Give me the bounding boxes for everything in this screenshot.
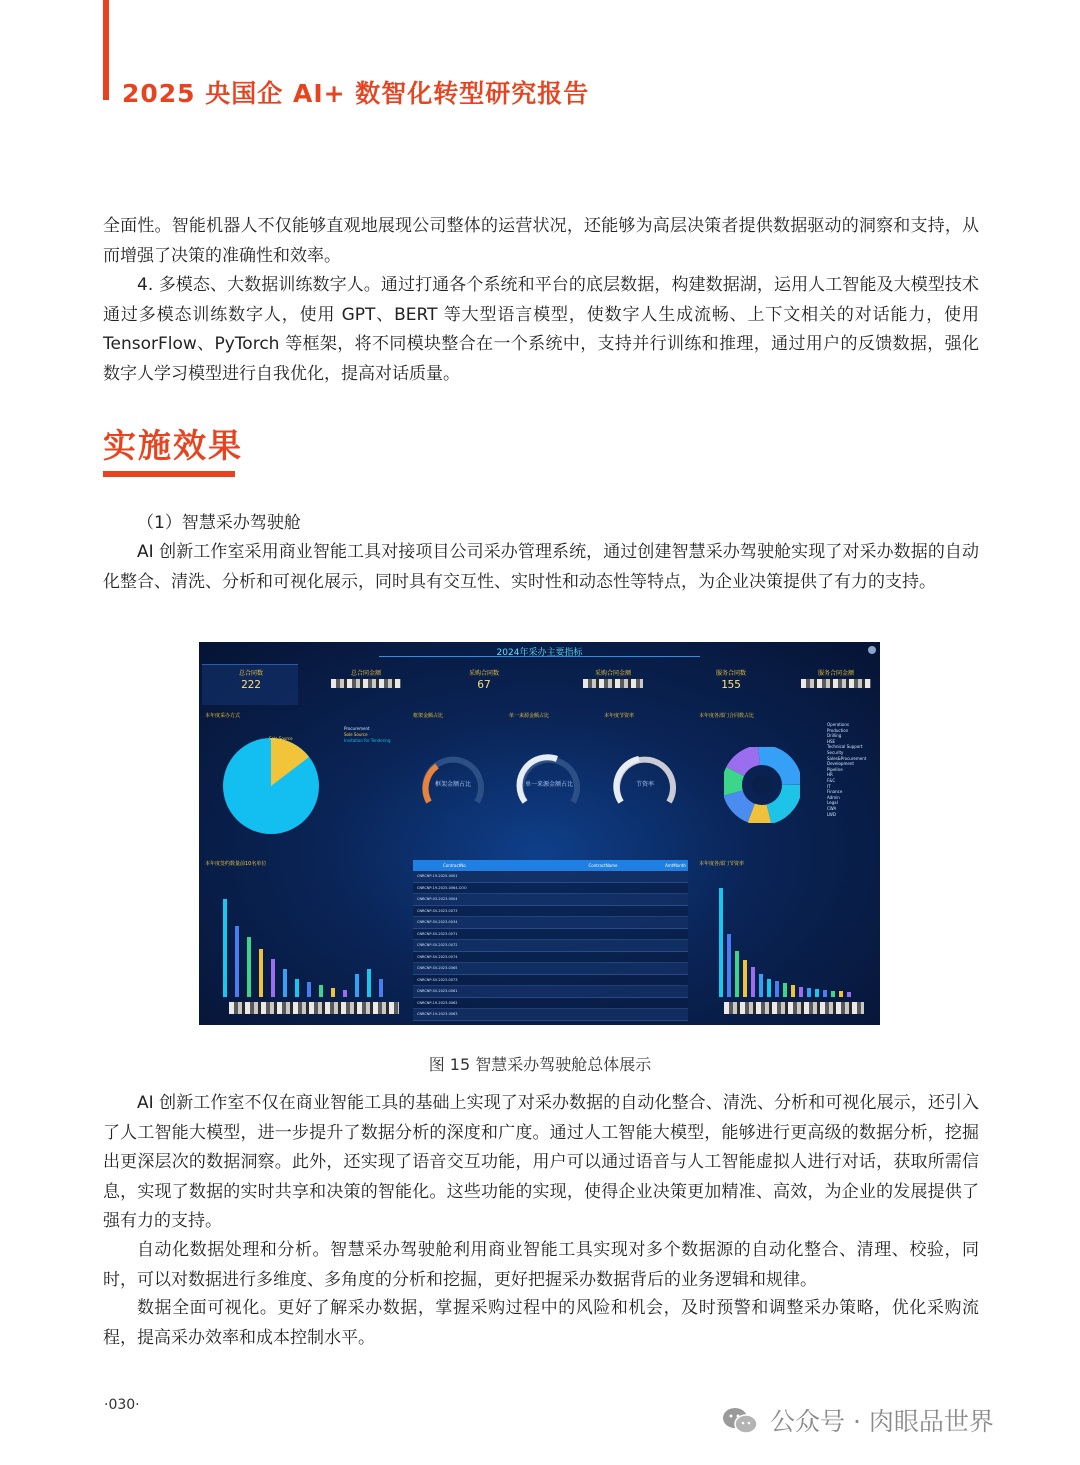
gauge-single-source xyxy=(513,750,585,810)
bar xyxy=(799,987,803,997)
bar xyxy=(259,949,263,997)
bar xyxy=(791,985,795,997)
bar xyxy=(831,991,835,997)
table-row[interactable]: CNRCNP-SV-2023-0061 xyxy=(413,986,688,998)
paragraph-body-2: 自动化数据处理和分析。智慧采办驾驶舱利用商业智能工具实现对多个数据源的自动化整合、清理、校验，同时，可以对数据进行多维度、多角度的分析和挖掘，更好把握采办数据背后的业务逻辑和规律。 xyxy=(103,1240,979,1290)
section-underline xyxy=(103,471,235,477)
contract-table xyxy=(413,860,688,1024)
bar xyxy=(379,979,383,997)
bar xyxy=(271,959,275,997)
bar xyxy=(775,981,779,997)
table-row[interactable]: CNRCNP-SV-2023-0074 xyxy=(413,952,688,964)
panel-label-single-source-ratio: 单一来源金额占比 xyxy=(509,713,550,719)
subsection-paragraph: AI 创新工作室采用商业智能工具对接项目公司采办管理系统，通过创建智慧采办驾驶舱实现了对采办数据的自动化整合、清洗、分析和可视化展示，同时具有交互性、实时性和动态性等特点，为企业决策提供了有力的支持。 xyxy=(103,542,979,592)
gauge-framework-label: 框架金额占比 xyxy=(434,781,472,788)
bar xyxy=(807,988,811,997)
panel-label-procurement-method: 本年度采办方式 xyxy=(205,713,241,719)
panel-label-top10-units: 本年度签约数量前10名单位 xyxy=(205,861,267,867)
bar xyxy=(367,969,371,997)
dept-saving-rate-bar-chart xyxy=(719,882,869,997)
pie-label-sole-source: Sole Source xyxy=(269,736,293,741)
kpi-purchase-contracts: 采购合同数 67 xyxy=(468,670,499,691)
panel-label-dept-saving-rate: 本年度各部门节资率 xyxy=(699,861,745,867)
redacted-axis-labels xyxy=(229,1002,399,1014)
table-row[interactable]: CNRCNP-19-2023-0062 xyxy=(413,998,688,1010)
table-row[interactable]: CNRCNP-SV-2023-0065 xyxy=(413,963,688,975)
dashboard-screenshot xyxy=(199,642,880,1025)
paragraph-intro-2: 4. 多模态、大数据训练数字人。通过打通各个系统和平台的底层数据，构建数据湖，运用人工智能及大模型技术通过多模态训练数字人，使用 GPT、BERT 等大型语言模型，使数字人生成流畅、上下文相关的对话能力，使用 TensorFlow、PyTorch 等框架，将不同模块整合在一个系统中，支持并行训练和推理，通过用户的反馈数据，强化数字人学习模型进行自我优化，提高对话质量。 xyxy=(103,275,979,384)
pie-legend-sole-source: Sole Source xyxy=(344,732,368,737)
table-row[interactable]: CNRCNP-03-2023-0004 xyxy=(413,894,688,906)
dept-legend: Operations Production Drilling HSE Technical Support Security Sales&Procurement Development Pipeline HR F&C IT Finance Admin Legal CWA LWD xyxy=(827,722,867,817)
pie-legend-invitation: Invitation for Tendering xyxy=(344,738,391,743)
paragraph-body-1: AI 创新工作室不仅在商业智能工具的基础上实现了对采办数据的自动化整合、清洗、分析和可视化展示，还引入了人工智能大模型，进一步提升了数据分析的深度和广度。通过人工智能大模型，能够进行更高级的数据分析，挖掘出更深层次的数据洞察。此外，还实现了语音交互功能，用户可以通过语音与人工智能虚拟人进行对话，获取所需信息，实现了数据的实时共享和决策的智能化。这些功能的实现，使得企业决策更加精准、高效，为企业的发展提供了强有力的支持。 xyxy=(103,1093,979,1231)
page-number: ·030· xyxy=(104,1397,140,1413)
bar xyxy=(319,985,323,997)
bar xyxy=(735,951,739,997)
redacted-value xyxy=(801,679,871,688)
bar xyxy=(355,974,359,997)
pie-legend-title: Procurement xyxy=(344,726,370,731)
table-row[interactable]: CNRCNP-SV-2023-0034 xyxy=(413,917,688,929)
bar xyxy=(295,979,299,997)
table-header-amount[interactable]: AmtMonth xyxy=(665,863,686,868)
redacted-value xyxy=(331,679,401,688)
bar xyxy=(823,990,827,997)
table-row[interactable]: CNRCNP-SV-2023-0071 xyxy=(413,929,688,941)
kpi-total-contracts: 总合同数 222 xyxy=(238,670,263,691)
procurement-method-pie xyxy=(219,734,323,838)
top10-units-bar-chart xyxy=(223,882,403,997)
panel-label-dept-contracts: 本年度各部门合同数占比 xyxy=(699,713,755,719)
redacted-value xyxy=(583,679,643,688)
kpi-total-amount: 总合同金额 xyxy=(324,668,408,688)
header-accent-bar xyxy=(103,0,109,100)
bar xyxy=(727,934,731,997)
bar xyxy=(247,937,251,997)
table-row[interactable]: CNRCNP-SV-2023-0072 xyxy=(413,940,688,952)
dept-contracts-donut xyxy=(724,747,800,823)
gauge-single-source-label: 单一来源金额占比 xyxy=(524,781,574,788)
gauge-saving-rate xyxy=(609,750,681,810)
bar xyxy=(283,969,287,997)
fullscreen-icon xyxy=(868,646,876,654)
paragraph-intro-1: 全面性。智能机器人不仅能够直观地展现公司整体的运营状况，还能够为高层决策者提供数据驱动的洞察和支持，从而增强了决策的准确性和效率。 xyxy=(103,216,979,266)
panel-label-framework-ratio: 框架金额占比 xyxy=(413,713,444,719)
table-row[interactable]: CNRCNP-SV-2023-0073 xyxy=(413,906,688,918)
report-title: 2025 央国企 AI+ 数智化转型研究报告 xyxy=(122,79,590,108)
table-header-contract-name[interactable]: ContractName xyxy=(588,863,618,868)
bar xyxy=(743,960,747,997)
redacted-axis-labels xyxy=(724,1002,864,1014)
bar xyxy=(343,990,347,997)
bar xyxy=(767,979,771,997)
bar xyxy=(307,982,311,997)
bar xyxy=(223,899,227,997)
bar xyxy=(783,983,787,997)
bar xyxy=(847,992,851,997)
subsection-title: （1）智慧采办驾驶舱 xyxy=(137,513,301,533)
bar xyxy=(815,989,819,997)
gauge-saving-rate-label: 节资率 xyxy=(635,781,655,788)
bar xyxy=(235,926,239,997)
figure-caption: 图 15 智慧采办驾驶舱总体展示 xyxy=(428,1055,652,1074)
table-row[interactable]: CNRCNP-19-2025-0001 xyxy=(413,871,688,883)
section-title: 实施效果 xyxy=(103,426,243,465)
table-row[interactable]: CNRCNP-SV-2023-0073 xyxy=(413,975,688,987)
kpi-service-amount: 服务合同金额 xyxy=(794,668,878,688)
bar xyxy=(331,988,335,997)
gauge-framework xyxy=(417,750,489,810)
paragraph-body-3: 数据全面可视化。更好了解采办数据，掌握采购过程中的风险和机会，及时预警和调整采办策略，优化采购流程，提高采办效率和成本控制水平。 xyxy=(103,1298,979,1348)
wechat-icon xyxy=(722,1407,758,1435)
kpi-service-contracts: 服务合同数 155 xyxy=(715,670,746,691)
bar xyxy=(839,991,843,997)
dashboard-title: 2024年采办主要指标 xyxy=(496,648,583,658)
table-row[interactable]: CNRCNP-19-2025-0064-COO xyxy=(413,883,688,895)
watermark: 公众号 · 肉眼品世界 xyxy=(770,1407,994,1436)
table-row[interactable]: CNRCNP-19-2023-0063 xyxy=(413,1009,688,1021)
panel-label-saving-rate: 本年度节资率 xyxy=(604,713,635,719)
bar xyxy=(751,967,755,997)
bar xyxy=(719,888,723,997)
table-header-contract-no[interactable]: ContractNo xyxy=(443,863,466,868)
kpi-purchase-amount: 采购合同金额 xyxy=(571,668,655,688)
bar xyxy=(759,974,763,997)
